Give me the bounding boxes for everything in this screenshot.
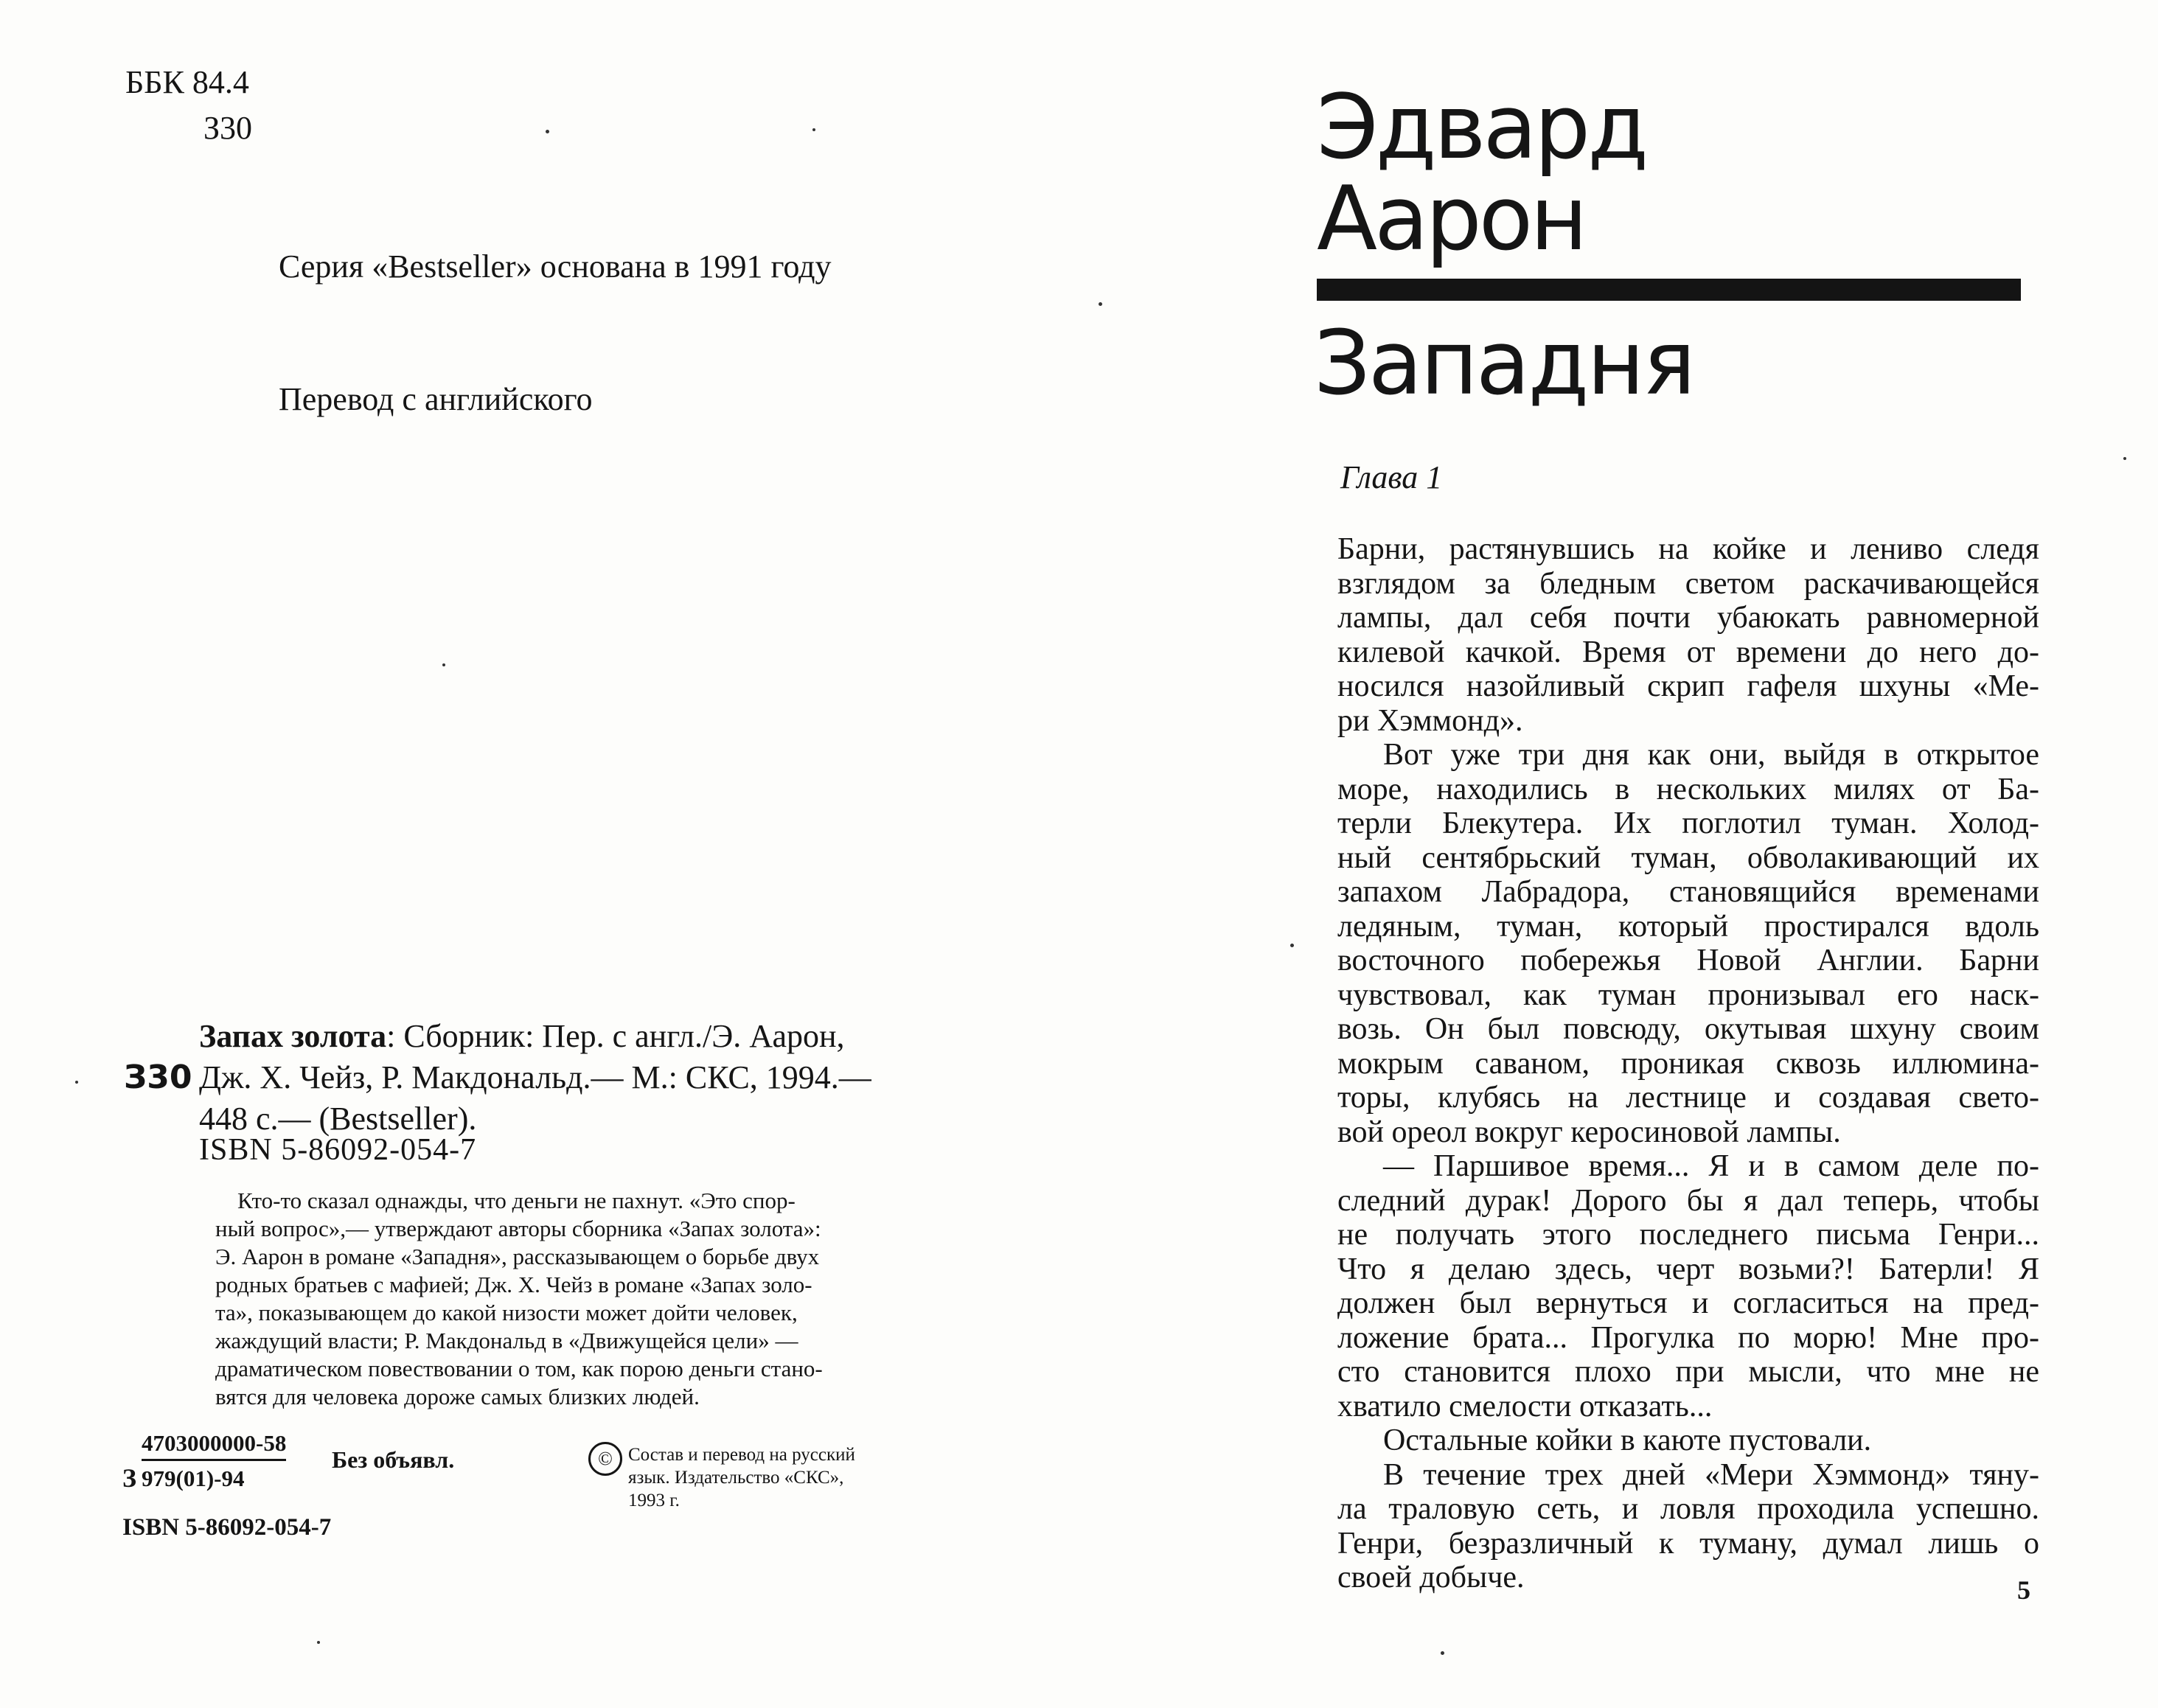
publication-index-denominator: 979(01)-94 (142, 1465, 245, 1491)
translation-note: Перевод с английского (279, 381, 593, 417)
bibliographic-line (199, 1016, 988, 1057)
copyright-line: язык. Издательство «СКС», (628, 1468, 844, 1488)
scan-speck (1441, 1651, 1444, 1655)
body-line: Остальные койки в каюте пустовали. (1383, 1423, 1872, 1457)
body-line: ри Хэммонд». (1337, 703, 1523, 738)
bibliographic-line: Дж. Х. Чейз, Р. Макдональд.— М.: СКС, 1994.— (199, 1059, 871, 1095)
body-line: килевой качкой. Время от времени до него до- (1337, 635, 2039, 669)
annotation-line: ный вопрос»,— утверждают авторы сборника «Запах золота»: (215, 1216, 821, 1241)
body-line: море, находились в нескольких милях от Ба- (1337, 772, 2039, 806)
series-note: Серия «Bestseller» основана в 1991 году (279, 248, 832, 285)
bibliographic-line: 448 с.— (Bestseller). (199, 1101, 477, 1137)
chapter-body-text (1337, 532, 2039, 1595)
body-line: Что я делаю здесь, черт возьми?! Батерли! Я (1337, 1252, 2039, 1286)
chapter-heading: Глава 1 (1340, 459, 1443, 495)
book-title: Западня (1314, 313, 1694, 415)
publication-index-numerator: 4703000000-58 (142, 1430, 286, 1461)
scan-speck (1290, 944, 1294, 947)
body-line: терли Блекутера. Их поглотил туман. Холод- (1337, 806, 2039, 840)
scan-speck (75, 1081, 78, 1084)
scan-speck (812, 128, 815, 131)
body-line: возь. Он был повсюду, окутывая шхуну своим (1337, 1012, 2039, 1046)
body-line: торы, клубясь на лестнице и создавая свето- (1337, 1081, 2039, 1115)
body-line: запахом Лабрадора, становящийся временами (1337, 875, 2039, 909)
body-line: мокрым саваном, проникая сквозь иллюмина- (1337, 1046, 2039, 1081)
copyright-notice (628, 1443, 981, 1512)
author-name (1317, 77, 1646, 271)
body-line: сто становится плохо при мысли, что мне не (1337, 1355, 2039, 1389)
bibliographic-entry (124, 1016, 988, 1140)
collection-title: Запах золота (199, 1018, 387, 1054)
body-line: взглядом за бледным светом раскачивающейся (1337, 566, 2039, 601)
body-line: ложение брата... Прогулка по морю! Мне про- (1337, 1320, 2039, 1355)
publication-index-prefix: З (122, 1463, 137, 1493)
annotation-line: драматическом повествовании о том, как порою деньги стано- (215, 1356, 823, 1381)
author-last-name: Аарон (1317, 168, 1585, 271)
isbn-entry: ISBN 5-86092-054-7 (199, 1133, 477, 1167)
body-line: хватило смелости отказать... (1337, 1389, 1713, 1423)
annotation (215, 1187, 978, 1411)
body-line: лампы, дал себя почти убаюкать равномерной (1337, 601, 2039, 635)
body-line: восточного побережья Новой Англии. Барни (1337, 944, 2039, 977)
body-line: Генри, безразличный к туману, думал лишь о (1337, 1526, 2039, 1561)
body-line: чувствовал, как туман пронизывал его наск- (1337, 977, 2039, 1012)
body-line: следний дурак! Дорого бы я дал теперь, чтобы (1337, 1183, 2039, 1218)
body-line: ледяным, туман, который простирался вдоль (1337, 909, 2039, 944)
scan-speck (317, 1641, 320, 1644)
body-line: — Паршивое время... Я и в самом деле по- (1383, 1149, 2039, 1183)
annotation-line: та», показывающем до какой низости может дойти человек, (215, 1300, 798, 1325)
bibliographic-code: З30 (124, 1059, 192, 1096)
body-line: вой ореол вокруг керосиновой лампы. (1337, 1115, 1841, 1149)
scan-speck (546, 130, 549, 133)
body-line: своей добыче. (1337, 1561, 1525, 1594)
body-line: ла траловую сеть, и ловля проходила успешно. (1337, 1492, 2039, 1526)
author-first-name: Эдвард (1317, 77, 1646, 179)
price-note: Без объявл. (332, 1446, 455, 1473)
copyright-line: Состав и перевод на русский (628, 1445, 855, 1465)
annotation-line: Кто-то сказал однажды, что деньги не пахнут. «Это спор- (237, 1188, 796, 1213)
page-number: 5 (2017, 1575, 2030, 1605)
body-line: носился назойливый скрип гафеля шхуны «Ме- (1337, 669, 2039, 703)
copyright-line: 1993 г. (628, 1491, 680, 1510)
scan-speck (442, 663, 445, 666)
annotation-line: родных братьев с мафией; Дж. Х. Чейз в романе «Запах золо- (215, 1272, 812, 1297)
body-line: ный сентябрьский туман, обволакивающий их (1337, 840, 2039, 875)
scan-speck (1099, 302, 1102, 306)
body-line: не получать этого последнего письма Генри... (1337, 1218, 2039, 1252)
body-line: должен был вернуться и согласиться на пред- (1337, 1286, 2039, 1320)
body-line: Вот уже три дня как они, выйдя в открытое (1383, 738, 2039, 772)
annotation-line: Э. Аарон в романе «Западня», рассказывающем о борьбе двух (215, 1244, 820, 1269)
body-line: Барни, растянувшись на койке и лениво следя (1337, 532, 2039, 566)
annotation-line: вятся для человека дороже самых близких людей. (215, 1384, 700, 1409)
copyright-icon: © (588, 1442, 622, 1476)
scan-speck (2123, 457, 2126, 460)
isbn-footer: ISBN 5-86092-054-7 (122, 1514, 332, 1541)
bibliographic-line-text: : Сборник: Пер. с англ./Э. Аарон, (386, 1018, 845, 1054)
bbk-code: ББК 84.4 (125, 64, 249, 100)
annotation-line: жаждущий власти; Р. Макдональд в «Движущейся цели» — (215, 1328, 798, 1353)
author-mark-code: З30 (203, 110, 253, 146)
title-divider (1317, 279, 2021, 301)
body-line: В течение трех дней «Мери Хэммонд» тяну- (1383, 1457, 2039, 1492)
